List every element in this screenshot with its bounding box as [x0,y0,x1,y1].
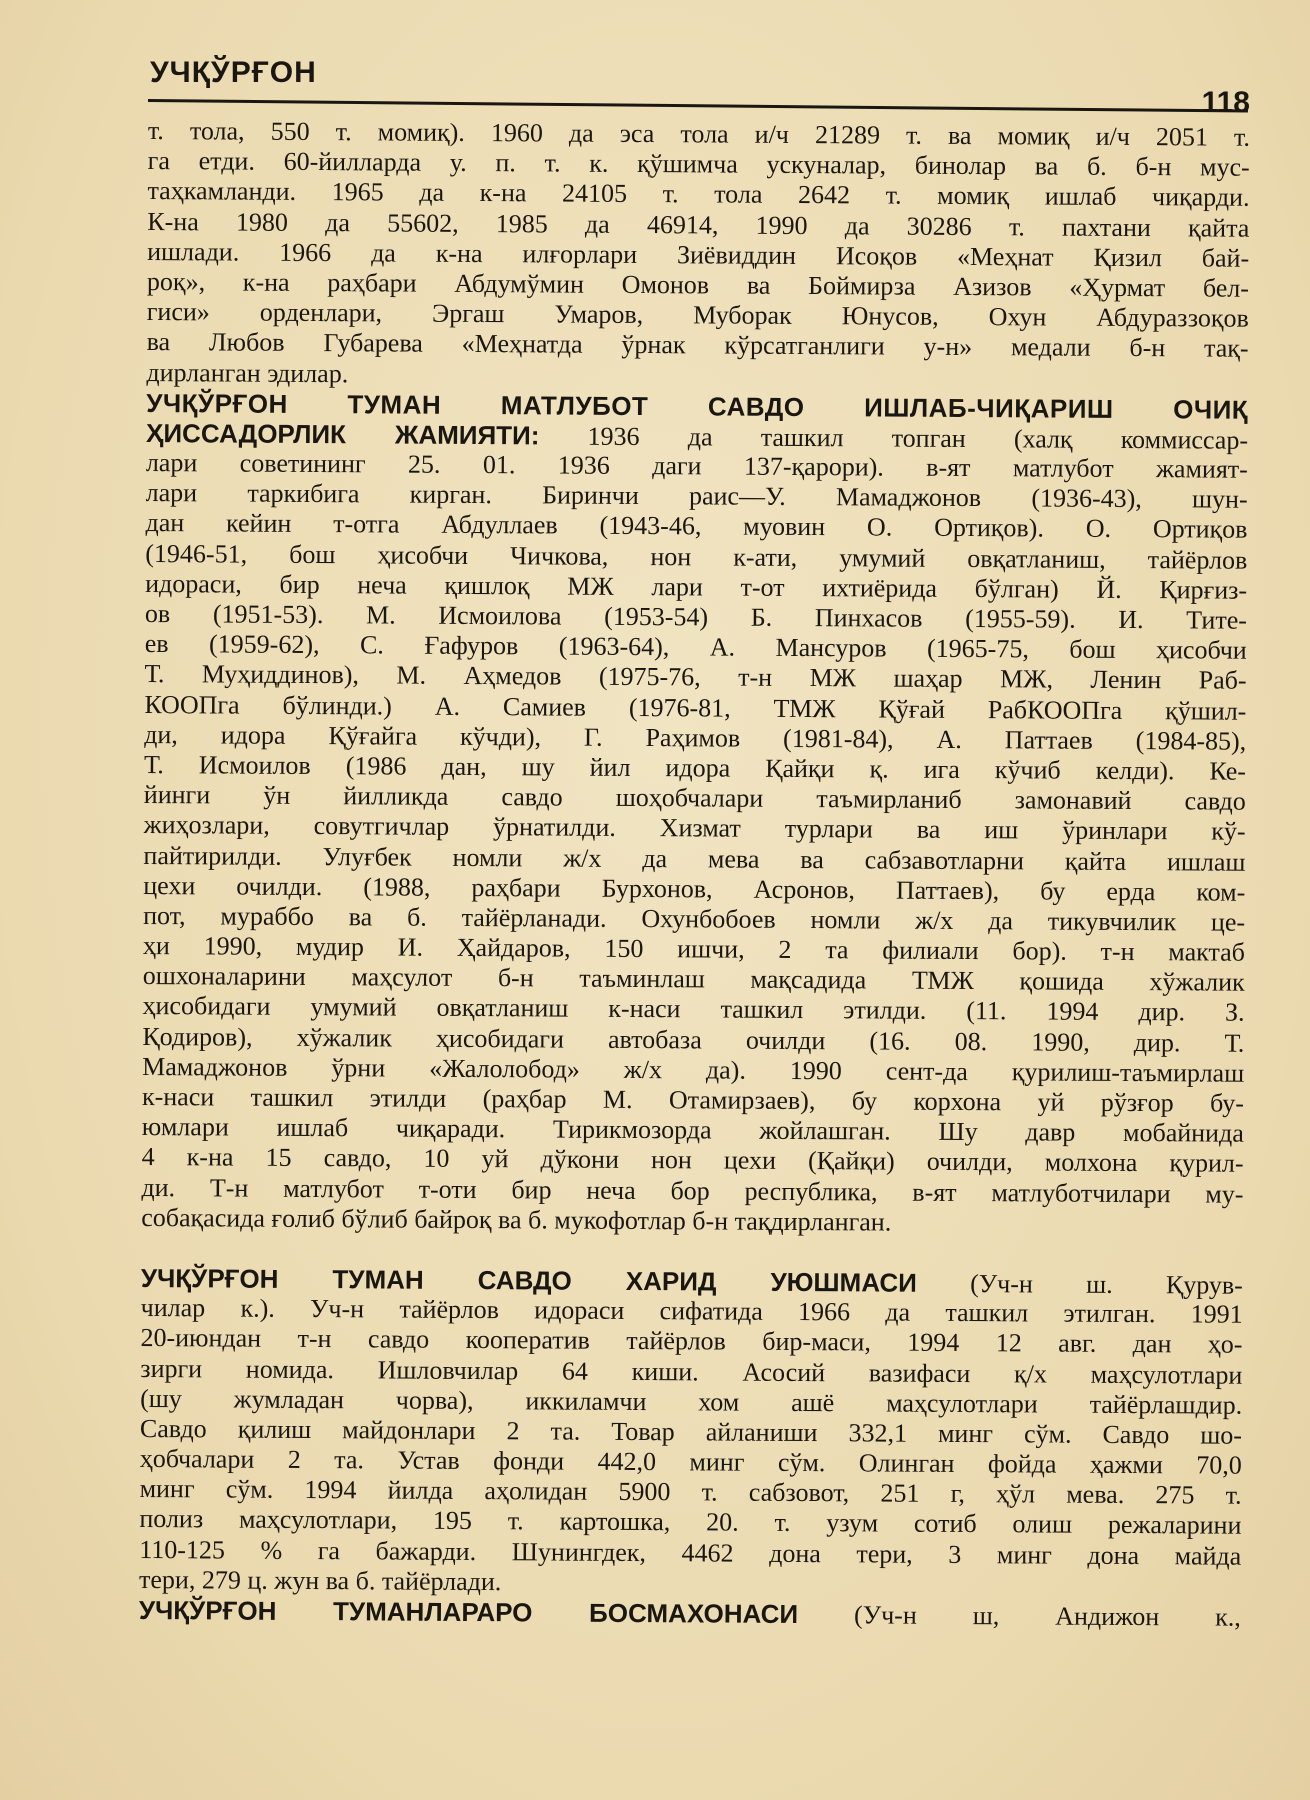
section-cotton-plant-continuation [146,116,1250,394]
text-line: лари советининг 25. 01. 1936 даги 137-қарори). в-ят матлубот жамият- [145,448,1248,484]
text-line: лари таркибига кирган. Биринчи раис—У. Мамаджонов (1936-43), шун- [145,478,1248,514]
entry-title-continued: ҲИССАДОРЛИК ЖАМИЯТИ: [145,417,540,451]
header-rule [148,99,1248,113]
entry-title: УЧҚЎРҒОН ТУМАНЛАРАРО БОСМАХОНАСИ [138,1594,799,1629]
text-fragment: (Уч-н ш. Қурув- [916,1268,1243,1300]
text-line: гиси» орденлари, Эргаш Умаров, Муборак Юнусов, Охун Абдураззоқов [146,297,1249,333]
text-line: ҳисобидаги умумий овқатланиш к-наси ташкил этилди. (11. 1994 дир. З. [142,991,1245,1028]
text-line: цехи очилди. (1988, раҳбари Бурхонов, Асронов, Паттаев), бу ерда ком- [143,870,1246,907]
text-line: ва Любов Губарева «Меҳнатда ўрнак кўрсатганлиги у-н» медали б-н тақ- [146,327,1249,364]
text-line: таҳкамланди. 1965 да к-на 24105 т. тола 2642 т. момиқ ишлаб чиқарди. [147,176,1250,213]
text-line: 20-июндан т-н савдо кооператив тайёрлов бир-маси, 1994 12 авг. дан ҳо- [140,1323,1243,1360]
text-line: минг сўм. 1994 йилда аҳолидан 5900 т. сабзовот, 251 г, ҳўл мева. 275 т. [139,1474,1242,1510]
page-number: 118 [1201,86,1250,119]
text-line: зирги номида. Ишловчилар 64 киши. Асосий вазифаси қ/х маҳсулотлари [140,1353,1243,1390]
text-line: (1946-51, бош ҳисобчи Чичкова, нон к-ати, умумий овқатланиш, тайёрлов [145,538,1248,575]
text-line: Т. Муҳиддинов), М. Аҳмедов (1975-76, т-н МЖ шаҳар МЖ, Ленин Раб- [144,659,1247,696]
text-fragment: 1936 да ташкил топган (халқ коммиссар- [539,421,1249,455]
text-line: га етди. 60-йилларда у. п. т. к. қўшимча ускуналар, бинолар ва б. б-н мус- [147,146,1250,182]
text-line: пот, мураббо ва б. тайёрланади. Охунбобоев номли ж/х да тикувчилик це- [143,900,1246,937]
text-line: Қодиров), хўжалик ҳисобидаги автобаза очилди (16. 08. 1990, дир. Т. [142,1021,1245,1058]
text-line: собақасида ғолиб бўлиб байроқ ва б. мукофотлар б-н тақдирланган. [141,1202,892,1237]
section-printing-house [139,1595,1241,1632]
text-line: полиз маҳсулотлари, 195 т. картошка, 20. т. узум сотиб олиш режаларини [139,1504,1242,1541]
text-fragment: (Уч-н ш, Андижон к., [798,1599,1241,1632]
text-line: роқ», к-на раҳбари Абдумўмин Омонов ва Боймирза Азизов «Ҳурмат бел- [146,266,1250,303]
text-line: 110-125 % га бажарди. Шунингдек, 4462 дона тери, 3 минг дона майда [139,1534,1242,1571]
text-line: дан кейин т-отга Абдуллаев (1943-46, муовин О. Ортиқов). О. Ортиқов [145,508,1248,545]
text-line: йинги ўн йилликда савдо шоҳобчалари таъмирланиб замонавий савдо [143,780,1246,816]
body-text [139,116,1250,1632]
text-line: дирланган эдилар. [146,357,349,388]
text-line: чилар к.). Уч-н тайёрлов идораси сифатида 1966 да ташкил этилган. 1991 [140,1293,1243,1329]
text-line [139,1595,1241,1632]
text-line: ди, идора Қўғайга кўчди), Г. Раҳимов (1981-84), А. Паттаев (1984-85), [144,719,1247,756]
entry-title: УЧҚЎРҒОН ТУМАН МАТЛУБОТ САВДО ИШЛАБ-ЧИҚАРИШ ОЧИҚ [146,387,1249,425]
text-line: 4 к-на 15 савдо, 10 уй дўкони нон цехи (Қайқи) очилди, молхона қурил- [141,1142,1244,1179]
text-line: юмлари ишлаб чиқаради. Тирикмозорда жойлашган. Шу давр мобайнида [141,1112,1244,1148]
text-line: ҳи 1990, мудир И. Ҳайдаров, 150 ишчи, 2 та филиали бор). т-н мактаб [142,931,1246,967]
text-line: ишлади. 1966 да к-на илғорлари Зиёвиддин Исоқов «Меҳнат Қизил бай- [147,236,1250,273]
text-line: ев (1959-62), С. Ғафуров (1963-64), А. Мансуров (1965-75, бош ҳисобчи [144,629,1247,665]
text-line: (шу жумладан чорва), иккиламчи хом ашё маҳсулотлари тайёрлашдир. [140,1383,1243,1420]
section-consumer-cooperative [141,388,1248,1240]
section-trade-purchase-union [139,1263,1243,1602]
text-line: ди. Т-н матлубот т-оти бир неча бор республика, в-ят матлуботчилари му- [141,1172,1244,1209]
running-head: УЧҚЎРҒОН [150,56,317,89]
text-line: К-на 1980 да 55602, 1985 да 46914, 1990 да 30286 т. пахтани қайта [147,206,1250,243]
text-line: идораси, бир неча қишлоқ МЖ лари т-от ихтиёрида бўлган) Й. Қирғиз- [145,568,1248,605]
text-line: ошхоналарини маҳсулот б-н таъминлаш мақсадида ТМЖ қошида хўжалик [142,961,1245,997]
text-line: ов (1951-53). М. Исмоилова (1953-54) Б. Пинхасов (1955-59). И. Тите- [144,598,1248,635]
text-line: Т. Исмоилов (1986 дан, шу йил идора Қайқи қ. ига кўчиб келди). Ке- [143,749,1247,786]
text-line: жиҳозлари, совутгичлар ўрнатилди. Хизмат турлари ва иш ўринлари кў- [143,810,1246,847]
text-line: к-наси ташкил этилди (раҳбар М. Отамирзаев), бу корхона уй рўзғор бу- [141,1081,1245,1118]
text-line: тери, 279 ц. жун ва б. тайёрлади. [138,1564,502,1596]
text-line: ҳобчалари 2 та. Устав фонди 442,0 минг сўм. Олинган фойда ҳажми 70,0 [139,1444,1242,1480]
text-line: КООПга бўлинди.) А. Самиев (1976-81, ТМЖ Қўғай РабКООПга қўшил- [144,689,1247,726]
text-line: пайтирилди. Улуғбек номли ж/х да мева ва сабзавотларни қайта ишлаш [143,840,1246,877]
text-line: Савдо қилиш майдонлари 2 та. Товар айланиши 332,1 минг сўм. Савдо шо- [139,1413,1243,1450]
text-line: Мамаджонов ўрни «Жалолобод» ж/х да). 1990 сент-да қурилиш-таъмирлаш [142,1051,1245,1088]
text-line: т. тола, 550 т. момиқ). 1960 да эса тола и/ч 21289 т. ва момиқ и/ч 2051 т. [147,116,1250,152]
entry-title: УЧҚЎРҒОН ТУМАН САВДО ХАРИД УЮШМАСИ [140,1262,917,1298]
